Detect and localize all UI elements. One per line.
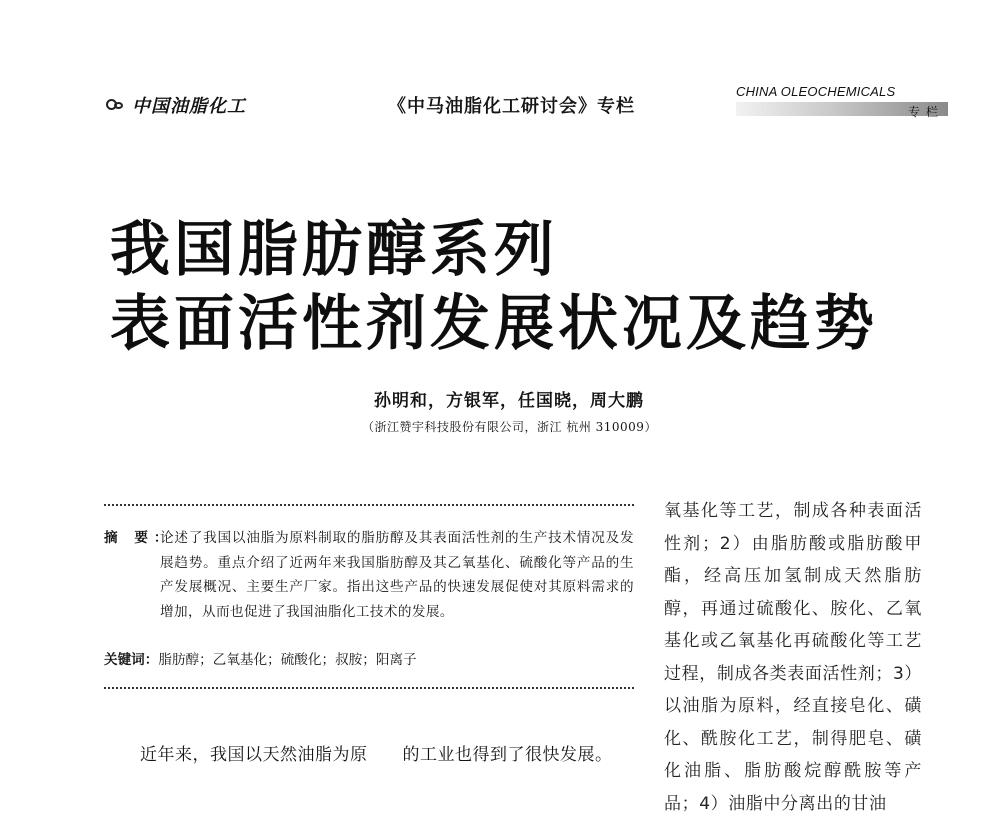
intro-paragraph: 近年来，我国以天然油脂为原 的工业也得到了很快发展。 bbox=[140, 745, 613, 765]
article-title-line-2: 表面活性剂发展状况及趋势 bbox=[110, 289, 878, 359]
journal-emblem-icon bbox=[106, 98, 128, 112]
article-title-line-1: 我国脂肪醇系列 bbox=[110, 215, 558, 285]
keywords-label: 关键词： bbox=[104, 652, 159, 668]
brand-english: CHINA OLEOCHEMICALS bbox=[736, 84, 896, 99]
abstract-bottom-divider bbox=[104, 687, 634, 689]
right-column bbox=[664, 495, 922, 820]
journal-logo bbox=[106, 92, 246, 118]
keywords-text: 脂肪醇；乙氧基化；硫酸化；叔胺；阳离子 bbox=[158, 652, 417, 668]
abstract-label: 摘 要： bbox=[104, 530, 174, 546]
abstract bbox=[104, 526, 634, 624]
abstract-text: 论述了我国以油脂为原料制取的脂肪醇及其表面活性剂的生产技术情况及发展趋势。重点介绍了近两年来我国脂肪醇及其乙氧基化、硫酸化等产品的生产发展概况、主要生产厂家。指出这些产品的快速发展促使对其原料需求的增加，从而也促进了我国油脂化工技术的发展。 bbox=[160, 530, 634, 620]
authors: 孙明和，方银军，任国晓，周大鹏 bbox=[374, 391, 644, 411]
brand-band bbox=[736, 84, 948, 118]
keywords bbox=[104, 648, 417, 668]
journal-logo-text: 中国油脂化工 bbox=[132, 96, 246, 117]
column-title: 《中马油脂化工研讨会》专栏 bbox=[388, 96, 635, 117]
brand-section-label: 专栏 bbox=[907, 105, 944, 119]
affiliation: （浙江赞宇科技股份有限公司，浙江 杭州 310009） bbox=[362, 420, 657, 434]
right-column-paragraph: 氧基化等工艺，制成各种表面活性剂；2）由脂肪酸或脂肪酸甲酯，经高压加氢制成天然脂肪醇，再通过硫酸化、胺化、乙氧基化或乙氧基化再硫酸化等工艺过程，制成各类表面活性剂；3）以油脂为原料，经直接皂化、磺化、酰胺化工艺，制得肥皂、磺化油脂、脂肪酸烷醇酰胺等产品；4）油脂中分离出的甘油 bbox=[664, 501, 922, 814]
abstract-top-divider bbox=[104, 504, 634, 506]
